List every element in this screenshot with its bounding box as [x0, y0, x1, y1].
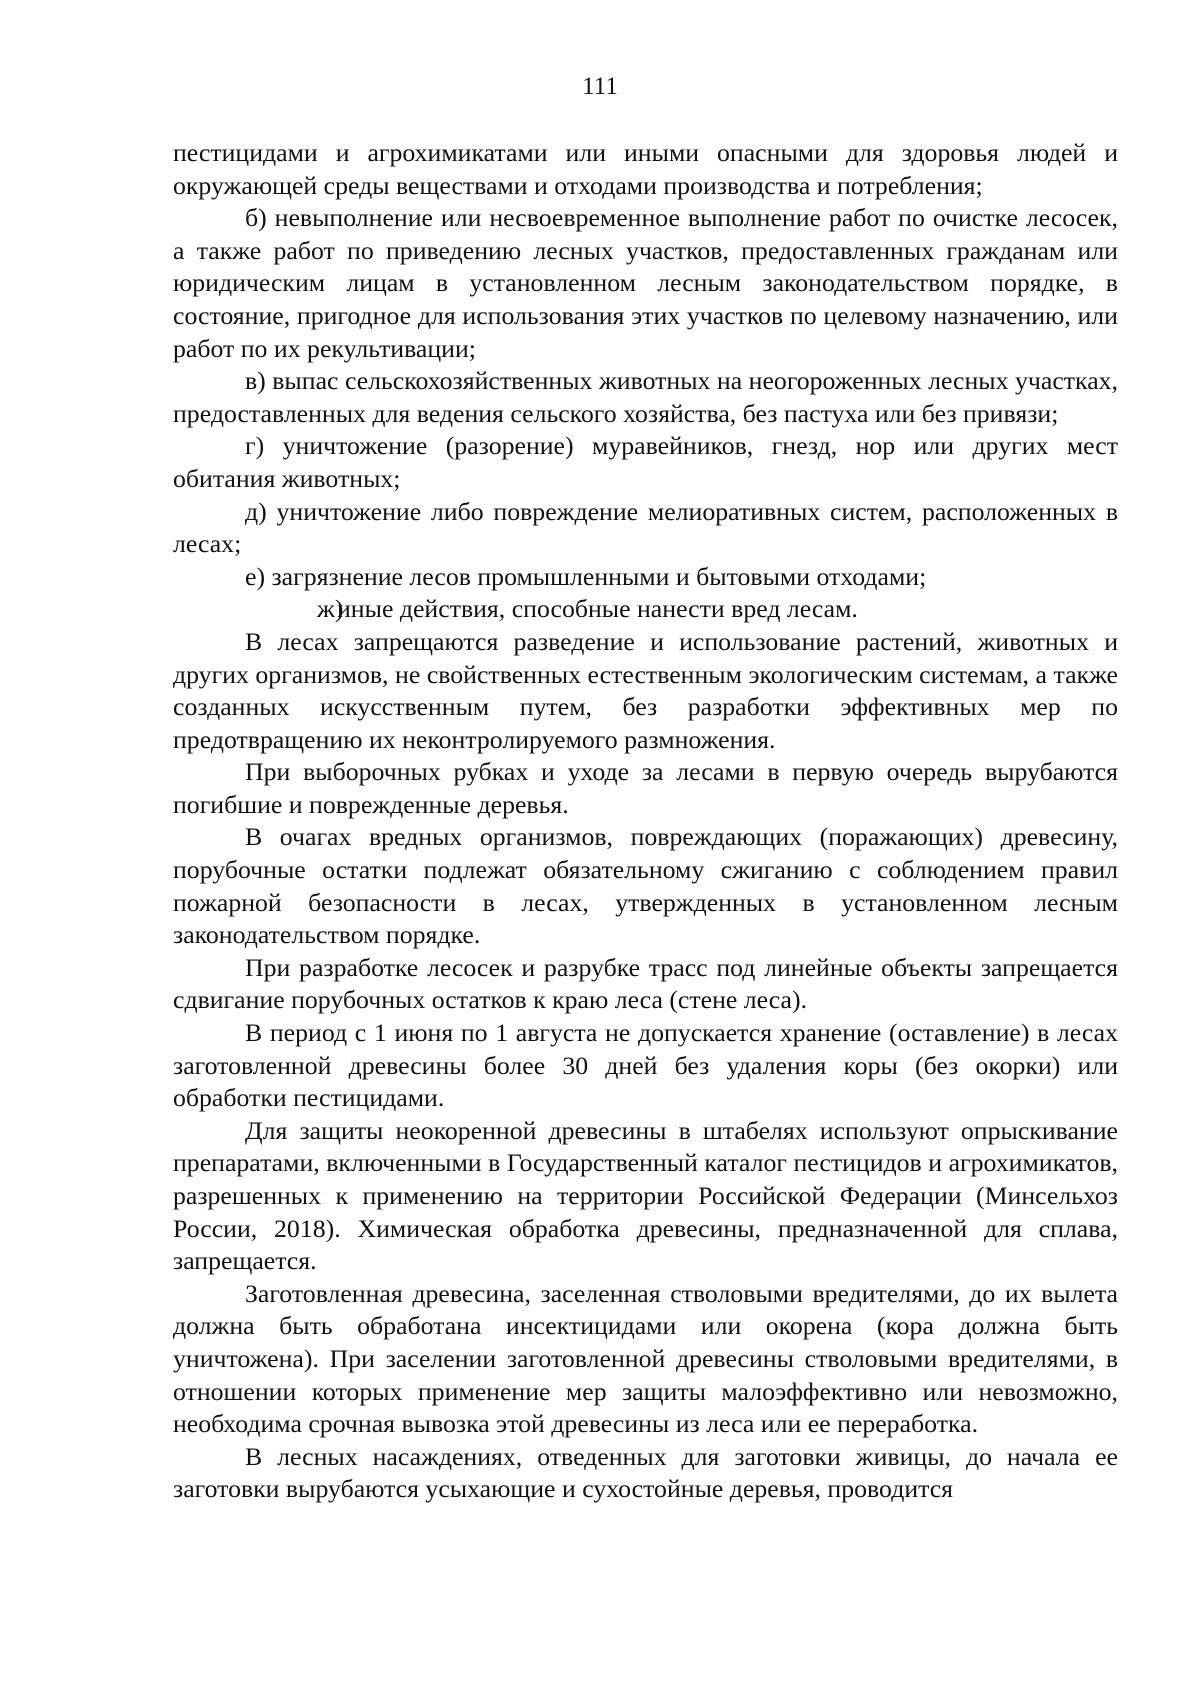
list-item-text: иные действия, способные нанести вред лесам.: [337, 594, 858, 624]
paragraph: В лесных насаждениях, отведенных для заготовки живицы, до начала ее заготовки вырубаются усыхающие и сухостойные деревья, проводится: [173, 1441, 1118, 1504]
list-item-zh: [173, 593, 1118, 626]
paragraph: В очагах вредных организмов, повреждающих (поражающих) древесину, порубочные остатки подлежат обязательному сжиганию с соблюдением правил пожарной безопасности в лесах, утвержденных в установленном лесным законодательством порядке.: [173, 822, 1118, 950]
list-item-d: д) уничтожение либо повреждение мелиоративных систем, расположенных в лесах;: [173, 496, 1118, 559]
list-item-g: г) уничтожение (разорение) муравейников, гнезд, нор или других мест обитания животных;: [173, 431, 1118, 493]
paragraph-continuation: пестицидами и агрохимикатами или иными опасными для здоровья людей и окружающей среды веществами и отходами производства и потребления;: [173, 138, 1118, 200]
page-number: 111: [582, 73, 618, 100]
paragraph: В период с 1 июня по 1 августа не допускается хранение (оставление) в лесах заготовленной древесины более 30 дней без удаления коры (без окорки) или обработки пестицидами.: [173, 1018, 1118, 1113]
paragraph: В лесах запрещаются разведение и использование растений, животных и других организмов, не свойственных естественным экологическим системам, а также созданных искусственным путем, без разработки эффективных мер по предотвращению их неконтролируемого размножения.: [173, 626, 1118, 754]
paragraph: Заготовленная древесина, заселенная стволовыми вредителями, до их вылета должна быть обработана инсектицидами или окорена (кора должна быть уничтожена). При заселении заготовленной древесины стволовыми вредителями, в отношении которых применение мер защиты малоэффективно или невозможно, необходима срочная вывозка этой древесины из леса или ее переработка.: [173, 1278, 1118, 1439]
paragraph: Для защиты неокоренной древесины в штабелях используют опрыскивание препаратами, включенными в Государственный каталог пестицидов и агрохимикатов, разрешенных к применению на территории Российской Федерации (Минсельхоз России, 2018). Химическая обработка древесины, предназначенной для сплава, запрещается.: [173, 1115, 1118, 1276]
document-body: [173, 137, 1118, 1506]
list-item-e: е) загрязнение лесов промышленными и бытовыми отходами;: [245, 561, 927, 591]
list-item-b: б) невыполнение или несвоевременное выполнение работ по очистке лесосек, а также работ по приведению лесных участков, предоставленных гражданам или юридическим лицам в установленном лесным законодательством порядке, в состояние, пригодное для использования этих участков по целевому назначению, или работ по их рекультивации;: [173, 203, 1118, 363]
paragraph: При разработке лесосек и разрубке трасс под линейные объекты запрещается сдвигание порубочных остатков к краю леса (стене леса).: [173, 952, 1118, 1015]
list-item-label: ж): [317, 594, 344, 624]
paragraph: При выборочных рубках и уходе за лесами в первую очередь вырубаются погибшие и поврежденные деревья.: [173, 757, 1118, 819]
list-item-v: в) выпас сельскохозяйственных животных на неогороженных лесных участках, предоставленных для ведения сельского хозяйства, без пастуха или без привязи;: [173, 366, 1118, 428]
